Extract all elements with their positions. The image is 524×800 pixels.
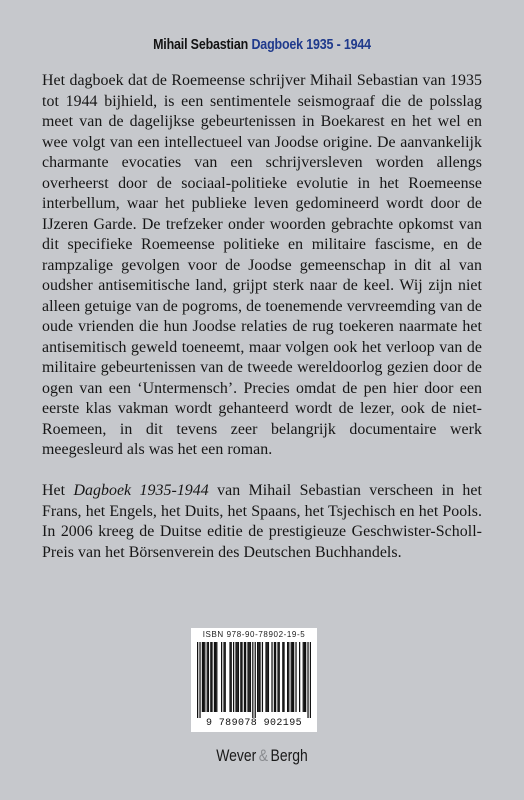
barcode-bar bbox=[223, 642, 224, 712]
barcode-box bbox=[191, 628, 317, 732]
barcode-bar bbox=[240, 642, 241, 712]
barcode-bar bbox=[244, 642, 245, 712]
publisher-logo bbox=[47, 746, 477, 766]
blurb-paragraph-2-suffix: van Mihail Sebastian verscheen in het Frans, het Engels, het Duits, het Spaans, het Tsjechisch en het Pools. In 2006 kreeg de Duitse editie de prestigieuze Geschwister-Scholl-Preis van het Börsenverein des Deutschen Buchhandels. bbox=[42, 482, 482, 561]
barcode-bar bbox=[268, 642, 269, 712]
barcode-bar bbox=[238, 642, 239, 712]
barcode-bar bbox=[307, 642, 308, 718]
barcode-bar bbox=[252, 642, 253, 718]
barcode-bar bbox=[295, 642, 296, 712]
barcode-bar bbox=[267, 642, 268, 712]
barcode-bar bbox=[262, 642, 263, 712]
barcode-bar bbox=[299, 642, 300, 712]
barcode-bar bbox=[203, 642, 204, 712]
barcode-bar bbox=[214, 642, 215, 712]
barcode-bar bbox=[265, 642, 266, 712]
barcode-bar bbox=[237, 642, 238, 712]
barcode-bar bbox=[241, 642, 242, 712]
barcode-bar bbox=[282, 642, 283, 712]
blurb-paragraph-1: Het dagboek dat de Roemeense schrijver Mihail Sebastian van 1935 tot 1944 bijhield, is een sentimentele seismograaf die de polsslag meet van de dagelijkse gebeurtenissen in Boekarest en het wel en wee volgt van een intellectueel van Joodse origine. De aanvankelijk charmante evocaties van een schrijversleven worden allengs overheerst door de sociaal-politieke evolutie in het Roemeense interbellum, waar het publieke leven gedomineerd wordt door de IJzeren Garde. De trefzeker onder woorden gebrachte opkomst van dit specifieke Roemeense politieke en militaire fascisme, en de rampzalige gevolgen voor de Joodse gemeenschap in dit al van oudsher antisemitische land, grijpt sterk naar de keel. Wij zijn niet alleen getuige van de pogroms, de toenemende vervreemding van de oude vrienden die hun Joodse relaties de rug toekeren naarmate het antisemitisch geweld toeneemt, maar volgen ook het verloop van de militaire gebeurtenissen van de tweede wereldoorlog gezien door de ogen van een ‘Untermensch’. Precies omdat de pen hier door een eerste klas vakman wordt gehanteerd wordt de lezer, ook de niet-Roemeen, in dit tevens zeer belangrijk documentaire werk meegesleurd als was het een roman. bbox=[42, 72, 482, 458]
barcode-bar bbox=[274, 642, 275, 712]
barcode-bar bbox=[249, 642, 250, 712]
cover-header bbox=[37, 37, 488, 53]
barcode-bar bbox=[245, 642, 246, 712]
barcode-bar bbox=[221, 642, 222, 712]
barcode-bar bbox=[250, 642, 251, 712]
barcode-icon bbox=[197, 642, 311, 718]
barcode-bar bbox=[204, 642, 205, 712]
barcode-bar bbox=[215, 642, 216, 712]
isbn-label: ISBN 978-90-78902-19-5 bbox=[202, 630, 306, 639]
blurb-paragraph-2 bbox=[42, 481, 482, 563]
barcode-bar bbox=[288, 642, 289, 712]
barcode-bar bbox=[247, 642, 248, 712]
barcode-digits: 9 789078 902195 bbox=[205, 718, 302, 729]
barcode-bar bbox=[216, 642, 217, 712]
author-name: Mihail Sebastian bbox=[153, 37, 249, 53]
barcode-bar bbox=[303, 642, 304, 712]
barcode-bar bbox=[259, 642, 260, 712]
book-title: Dagboek 1935 - 1944 bbox=[251, 37, 371, 53]
barcode-bar bbox=[279, 642, 280, 712]
barcode-bar bbox=[233, 642, 234, 712]
barcode-bar bbox=[235, 642, 236, 712]
barcode-bar bbox=[283, 642, 284, 712]
publisher-name-bergh: Bergh bbox=[270, 746, 308, 765]
blurb-text bbox=[42, 71, 482, 563]
blurb-italic-title: Dagboek 1935-1944 bbox=[73, 482, 209, 499]
barcode-bar bbox=[258, 642, 259, 712]
barcode-bar bbox=[257, 642, 258, 712]
barcode-bar bbox=[211, 642, 212, 712]
publisher-ampersand: & bbox=[258, 746, 269, 765]
barcode-bar bbox=[229, 642, 230, 712]
barcode-bar bbox=[210, 642, 211, 712]
blurb-paragraph-2-prefix: Het bbox=[42, 482, 74, 499]
barcode-bar bbox=[208, 642, 209, 712]
barcode-bar bbox=[231, 642, 232, 712]
barcode-bar bbox=[271, 642, 272, 712]
barcode-bar bbox=[292, 642, 293, 712]
barcode-bar bbox=[305, 642, 306, 712]
barcode-bar bbox=[287, 642, 288, 712]
barcode-bar bbox=[277, 642, 278, 712]
barcode-bar bbox=[207, 642, 208, 712]
publisher-name-wever: Wever bbox=[216, 746, 257, 765]
barcode-bar bbox=[304, 642, 305, 712]
barcode-bar bbox=[197, 642, 198, 718]
barcode-bar bbox=[291, 642, 292, 712]
barcode-bar bbox=[255, 642, 256, 718]
barcode-bar bbox=[202, 642, 203, 712]
barcode-bar bbox=[199, 642, 200, 718]
barcode-bar bbox=[275, 642, 276, 712]
barcode-bar bbox=[225, 642, 226, 712]
barcode-bar bbox=[293, 642, 294, 712]
barcode-bar bbox=[310, 642, 311, 718]
